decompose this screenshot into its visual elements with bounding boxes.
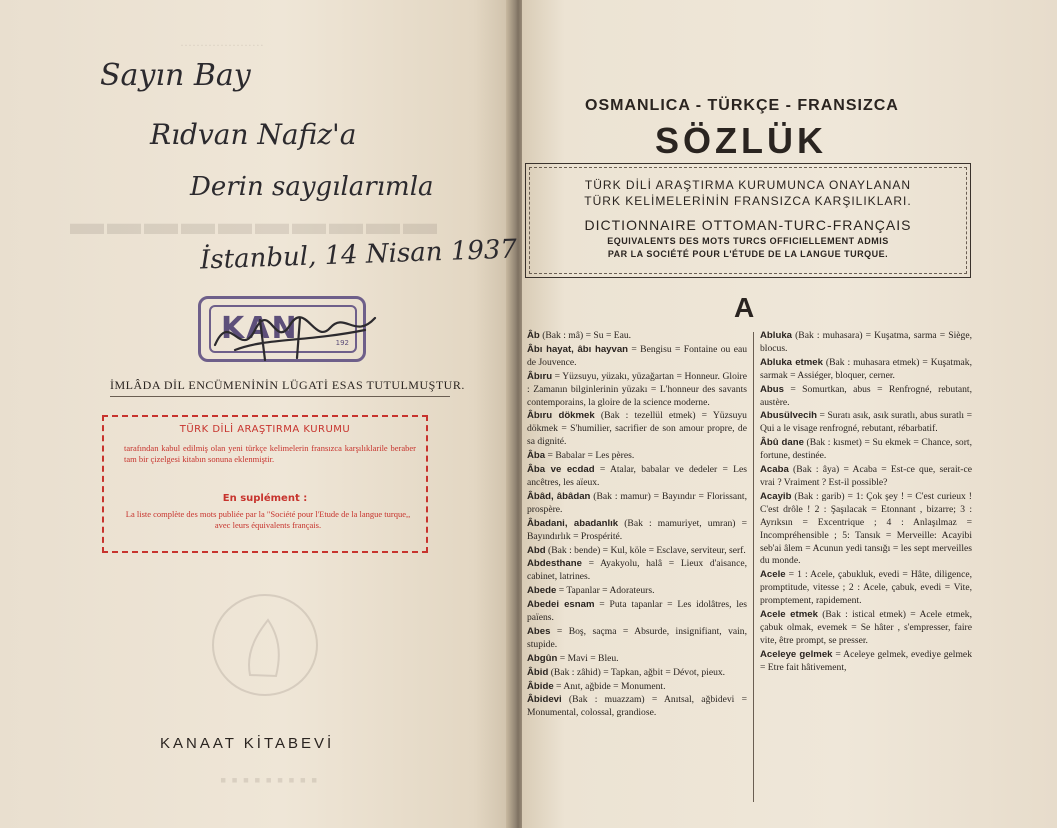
dictionary-entry bbox=[760, 437, 972, 463]
dictionary-title: SÖZLÜK bbox=[655, 120, 827, 161]
entry-definition: = Yüzsuyu, yüzakı, yüzağartan = Honneur. Gloire : Zamanın bilginlerinin yüzakı = L'honneur des savants contemporains, la gloire de la science moderne. bbox=[527, 370, 747, 408]
entry-headword: Âbadani, abadanlık bbox=[527, 517, 619, 529]
entry-definition: (Bak : istical etmek) = Acele etmek, çabuk olmak, evemek = Se hâter , s'empresser, faire vite, être prompt, se presser. bbox=[760, 609, 972, 646]
entry-definition: (Bak : garib) = 1: Çok şey ! = C'est curieux ! C'est drôle ! 2 : Şaşılacak = Etonnant , bizarre; 3 : Ayrıksın = Excentrique ; 4 : Anlaşılmaz = Incompréhensible ; 5: Tansık = Merveille: Acayibi seb'ai âlem = Acunun yedi tansığı = les sept merveilles du monde. bbox=[760, 490, 972, 567]
dictionary-column-left bbox=[527, 330, 747, 721]
entry-definition: = Babalar = Les pères. bbox=[545, 450, 635, 462]
red-notice-title: TÜRK DİLİ ARAŞTIRMA KURUMU bbox=[179, 424, 351, 435]
entry-definition: = Bengisu = Fontaine ou eau de Jouvence. bbox=[527, 343, 748, 368]
entry-headword: Âbâd, âbâdan bbox=[527, 490, 591, 502]
entry-headword: Âba ve ecdad bbox=[527, 464, 595, 476]
entry-definition: = Ayakyolu, halâ = Lieux d'aisance, cabinet, latrines. bbox=[527, 558, 747, 583]
dictionary-entry bbox=[527, 330, 747, 343]
handwritten-greeting: Derin saygılarımla bbox=[190, 172, 434, 202]
dictionary-entry bbox=[527, 410, 747, 449]
spelling-note: İMLÂDA DİL ENCÜMENİNİN LÜGATİ ESAS TUTULMUŞTUR. bbox=[110, 378, 465, 392]
red-notice-body: tarafından kabul edilmiş olan yeni türkçe kelimelerin fransızca karşılıklarile beraber tam bir çizelgesi kitabın sonuna eklenmiştir. bbox=[124, 443, 416, 464]
publisher-name: KANAAT KİTABEVİ bbox=[160, 735, 335, 752]
frame-line: PAR LA SOCIÉTÉ POUR L'ÉTUDE DE LA LANGUE TURQUE. bbox=[607, 249, 889, 259]
bleed-through-text: ▬▬▬▬▬▬▬▬▬▬ bbox=[70, 205, 440, 242]
bleed-through-text: ▪▪▪▪▪▪▪▪▪ bbox=[220, 770, 323, 790]
entry-definition: = Somurtkan, abus = Renfrogné, rebutant, austère. bbox=[760, 383, 972, 408]
entry-headword: Âbid bbox=[527, 666, 549, 678]
entry-headword: Acayib bbox=[760, 490, 792, 502]
dictionary-entry bbox=[527, 653, 747, 666]
bleed-through-text: ····················· bbox=[180, 38, 264, 52]
dictionary-entry bbox=[760, 491, 972, 568]
red-notice-subtitle: En suplément : bbox=[222, 493, 308, 504]
entry-definition: = Suratı asık, asık suratlı, abus suratlı = Qui a le visage renfrogné, rebutant, rébarbatif. bbox=[760, 410, 972, 435]
dictionary-entry bbox=[760, 464, 972, 490]
frame-line: DICTIONNAIRE OTTOMAN-TURC-FRANÇAIS bbox=[584, 217, 912, 233]
handwritten-recipient: Rıdvan Nafiz'a bbox=[150, 118, 357, 151]
entry-headword: Âbidevi bbox=[527, 694, 562, 706]
entry-headword: Âba bbox=[527, 450, 546, 462]
entry-headword: Abluka bbox=[760, 330, 792, 341]
entry-definition: = Aceleye gelmek, evediye gelmek = Etre fait hâtivement, bbox=[760, 648, 972, 673]
entry-definition: (Bak : mamur) = Bayındır = Florissant, prospère. bbox=[527, 490, 747, 515]
entry-definition: = Atalar, babalar ve dedeler = Les ancêtres, les aïeux. bbox=[527, 464, 747, 488]
entry-headword: Acele bbox=[760, 569, 786, 581]
dictionary-entry bbox=[760, 410, 972, 436]
handwritten-date: İstanbul, 14 Nisan 1937 bbox=[199, 234, 518, 276]
frame-line: EQUIVALENTS DES MOTS TURCS OFFICIELLEMENT ADMIS bbox=[607, 236, 889, 246]
entry-definition: (Bak : muhasara) = Kuşatma, sarma = Siège, blocus. bbox=[760, 330, 972, 354]
entry-definition: (Bak : bende) = Kul, köle = Esclave, serviteur, serf. bbox=[545, 544, 746, 556]
stamp-small-text: 192 bbox=[335, 339, 349, 347]
dictionary-entry bbox=[527, 344, 747, 370]
dictionary-entry bbox=[527, 491, 747, 517]
dictionary-entry bbox=[527, 667, 747, 680]
entry-definition: (Bak : tezellül etmek) = Yüzsuyu dökmek = S'humilier, sacrifier de son amour propre, de sa dignité. bbox=[527, 410, 747, 448]
handwritten-salutation: Sayın Bay bbox=[100, 58, 251, 93]
entry-definition: (Bak : zâhid) = Tapkan, ağbit = Dévot, pieux. bbox=[548, 666, 726, 678]
entry-headword: Acaba bbox=[760, 464, 789, 476]
entry-headword: Abdesthane bbox=[527, 558, 582, 570]
entry-definition: (Bak : mamuriyet, umran) = Bayındırlık = Prospérité. bbox=[527, 517, 747, 542]
entry-definition: (Bak : muhasara etmek) = Kuşatmak, sarmak = Assiéger, bloquer, cerner. bbox=[760, 356, 973, 381]
entry-headword: Abd bbox=[527, 544, 546, 556]
dictionary-entry bbox=[760, 569, 972, 608]
dictionary-entry bbox=[760, 384, 972, 410]
dictionary-entry bbox=[527, 626, 747, 652]
entry-definition: (Bak : âya) = Acaba = Est-ce que, serait-ce vrai ? Vraiment ? Est-il possible? bbox=[760, 464, 972, 488]
entry-headword: Aceleye gelmek bbox=[760, 648, 833, 660]
entry-definition: (Bak : kısmet) = Su ekmek = Chance, sort, fortune, destinée. bbox=[760, 437, 972, 462]
frame-line: TÜRK DİLİ ARAŞTIRMA KURUMUNCA ONAYLANAN bbox=[584, 178, 912, 192]
entry-headword: Abes bbox=[527, 625, 551, 637]
dictionary-entry bbox=[760, 357, 972, 383]
entry-definition: (Bak : muazzam) = Anıtsal, ağbidevi = Monumental, colossal, grandiose. bbox=[527, 694, 747, 719]
publisher-emblem bbox=[190, 590, 340, 700]
entry-headword: Âbû dane bbox=[760, 437, 804, 449]
entry-headword: Abus bbox=[760, 383, 784, 395]
dictionary-entry bbox=[527, 450, 747, 463]
dictionary-entry bbox=[527, 518, 747, 544]
dictionary-entry bbox=[527, 585, 747, 598]
entry-headword: Acele etmek bbox=[760, 609, 818, 621]
stamp-text: KAN bbox=[221, 311, 299, 346]
column-divider bbox=[753, 332, 754, 802]
divider bbox=[110, 396, 450, 397]
entry-headword: Abusülvecih bbox=[760, 410, 818, 422]
dictionary-entry bbox=[527, 694, 747, 720]
entry-definition: = Boş, saçma = Absurde, insignifiant, vain, stupide. bbox=[527, 625, 747, 650]
signature-scribble bbox=[205, 300, 405, 370]
dictionary-entry bbox=[527, 681, 747, 694]
dictionary-entry bbox=[760, 649, 972, 675]
entry-headword: Âbıru dökmek bbox=[527, 410, 595, 422]
dictionary-entry bbox=[760, 609, 972, 648]
entry-headword: Abluka etmek bbox=[760, 356, 823, 368]
entry-headword: Abgûn bbox=[527, 652, 558, 664]
dictionary-entry bbox=[527, 464, 747, 490]
dictionary-column-right bbox=[760, 330, 972, 676]
section-letter: A bbox=[734, 292, 755, 323]
entry-definition: = Tapanlar = Adorateurs. bbox=[556, 585, 655, 597]
entry-headword: Abedei esnam bbox=[527, 599, 595, 611]
entry-definition: = 1 : Acele, çabukluk, evedi = Hâte, diligence, promptitude, vitesse ; 2 : Acele, çabuk, evedi = Vite, promptement, rapidement. bbox=[760, 569, 972, 607]
description-frame bbox=[525, 163, 971, 278]
entry-definition: = Anıt, ağbide = Monument. bbox=[553, 680, 666, 692]
entry-headword: Âbı hayat, âbı hayvan bbox=[527, 343, 629, 355]
entry-definition: = Mavi = Bleu. bbox=[557, 652, 619, 664]
entry-headword: Âbide bbox=[527, 680, 554, 692]
dictionary-entry bbox=[527, 599, 747, 625]
dictionary-entry bbox=[527, 371, 747, 410]
dictionary-entry bbox=[527, 545, 747, 558]
entry-headword: Âb bbox=[527, 330, 540, 341]
frame-line: TÜRK KELİMELERİNİN FRANSIZCA KARŞILIKLARI. bbox=[584, 194, 912, 208]
entry-headword: Âbıru bbox=[527, 370, 553, 382]
dictionary-entry bbox=[527, 558, 747, 584]
entry-headword: Abede bbox=[527, 585, 557, 597]
entry-definition: (Bak : mâ) = Su = Eau. bbox=[539, 330, 632, 341]
red-notice-box bbox=[102, 415, 428, 553]
entry-definition: = Puta tapanlar = Les idolâtres, les païens. bbox=[527, 599, 747, 624]
red-notice-body-french: La liste complète des mots publiée par la "Société pour l'Etude de la langue turque,, avec leurs équivalents français. bbox=[125, 509, 411, 530]
dictionary-entry bbox=[760, 330, 972, 356]
dictionary-subtitle: OSMANLICA - TÜRKÇE - FRANSIZCA bbox=[585, 97, 899, 114]
